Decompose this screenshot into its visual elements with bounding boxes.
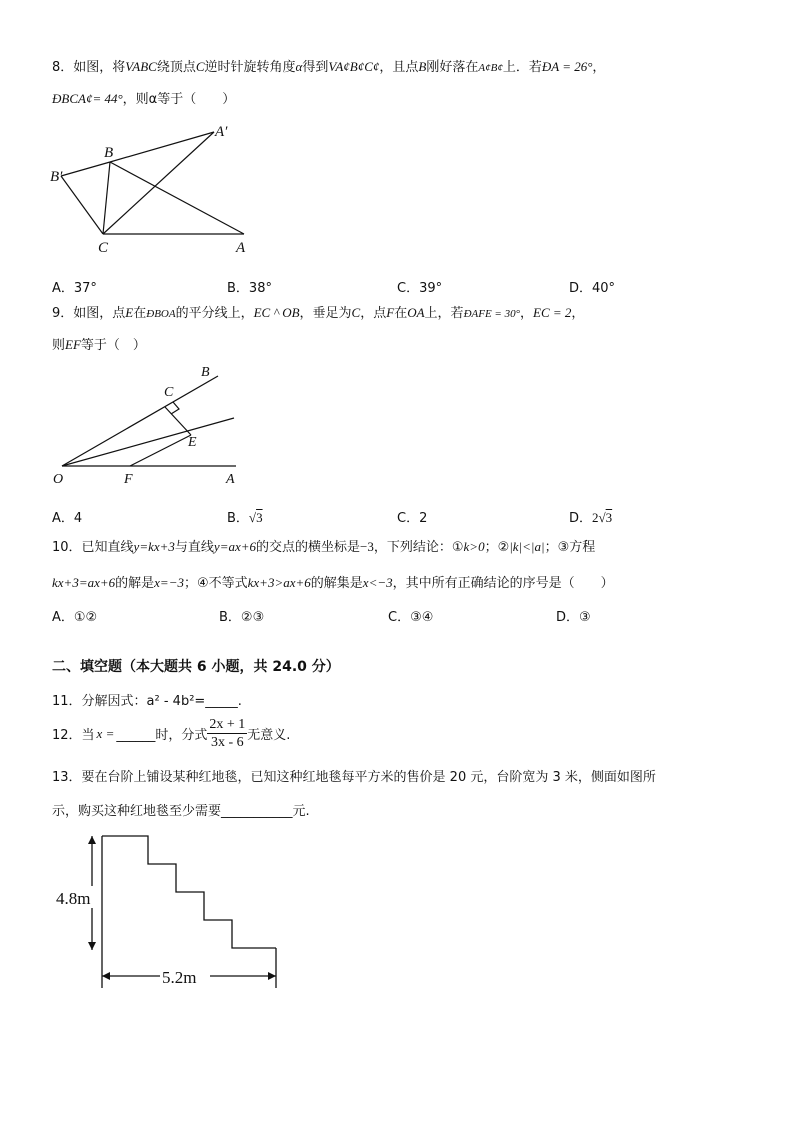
label-b: B bbox=[201, 365, 210, 380]
q11-text: 11．分解因式：a² - 4b²=_____. bbox=[52, 694, 242, 709]
q8-option-a[interactable] bbox=[52, 277, 97, 296]
arrow-left bbox=[102, 972, 110, 980]
math: VABC bbox=[125, 59, 157, 74]
text: 8．如图，将 bbox=[52, 60, 126, 75]
text: 的解是 bbox=[115, 576, 155, 591]
text: 在 bbox=[394, 306, 408, 321]
q12-line bbox=[52, 716, 290, 751]
arrow-down bbox=[88, 942, 96, 950]
math: A¢B¢ bbox=[478, 62, 503, 74]
math: ÐBCA¢= 44° bbox=[52, 91, 123, 106]
fraction bbox=[207, 716, 247, 751]
text: 10．已知直线 bbox=[52, 540, 134, 555]
segment-bprime-b bbox=[61, 162, 110, 176]
math: EC ^ OB bbox=[253, 305, 300, 320]
ray-ob bbox=[62, 376, 218, 466]
sqrt-symbol: √ bbox=[248, 510, 257, 525]
math: ÐBOA bbox=[146, 308, 176, 320]
label-e: E bbox=[188, 435, 197, 450]
math: OA bbox=[407, 305, 425, 320]
math: −3 bbox=[360, 539, 374, 554]
option-text: C．39° bbox=[397, 281, 443, 296]
math: x=−3 bbox=[154, 575, 184, 590]
q8-option-d[interactable] bbox=[569, 277, 615, 296]
q13-line2: 示，购买这种红地毯至少需要___________元. bbox=[52, 804, 310, 819]
math: E bbox=[125, 305, 134, 320]
segment-f-e bbox=[130, 435, 191, 466]
q8-line1 bbox=[52, 56, 605, 75]
option-text: D．③ bbox=[556, 610, 591, 625]
height-label: 4.8m bbox=[56, 889, 91, 908]
arrow-up bbox=[88, 836, 96, 844]
text: 的交点的横坐标是 bbox=[256, 540, 361, 555]
text: ，点 bbox=[360, 306, 387, 321]
q10-line2 bbox=[52, 572, 614, 591]
text: 逆时针旋转角度 bbox=[204, 60, 296, 75]
text: 无意义. bbox=[247, 728, 291, 743]
label-o: O bbox=[53, 472, 64, 487]
option-text: A．4 bbox=[52, 511, 83, 526]
q9-option-d[interactable] bbox=[569, 507, 612, 526]
q8-line2 bbox=[52, 88, 235, 107]
label-a: A bbox=[226, 472, 235, 487]
sqrt-symbol: √ bbox=[598, 510, 606, 525]
text: ；② bbox=[484, 540, 510, 555]
bisector-line bbox=[62, 418, 234, 466]
math: kx+3=ax+6 bbox=[52, 575, 116, 590]
math: k>0 bbox=[463, 539, 485, 554]
text: ；③方程 bbox=[544, 540, 596, 555]
math: VA¢B¢C¢ bbox=[328, 59, 380, 74]
text: ， bbox=[520, 306, 534, 321]
right-angle-marker bbox=[171, 402, 179, 414]
q9-option-b[interactable] bbox=[227, 507, 263, 526]
section-title: 二、填空题（本大题共 6 小题，共 24.0 分） bbox=[52, 659, 340, 675]
q10-option-d[interactable] bbox=[556, 606, 591, 625]
arrow-right bbox=[268, 972, 276, 980]
text: 上，若 bbox=[424, 306, 464, 321]
text: ，其中所有正确结论的序号是（ ） bbox=[392, 576, 614, 591]
numerator: 2x + 1 bbox=[209, 717, 246, 732]
option-text: B．38° bbox=[227, 281, 272, 296]
radicand: 3 bbox=[256, 510, 263, 525]
text: 与直线 bbox=[174, 540, 214, 555]
label-a-prime: A′ bbox=[215, 124, 228, 140]
text: 等于（ ） bbox=[80, 338, 146, 353]
option-text: D． bbox=[569, 511, 593, 526]
radicand: 3 bbox=[605, 510, 613, 525]
math: ÐAFE = 30° bbox=[463, 308, 520, 320]
q9-figure bbox=[48, 360, 248, 488]
segment-c-e bbox=[165, 407, 191, 435]
label-b-prime: B′ bbox=[50, 169, 63, 185]
q9-option-a[interactable] bbox=[52, 507, 82, 526]
math: C bbox=[351, 305, 361, 320]
q9-option-c[interactable] bbox=[397, 507, 427, 526]
math: α bbox=[295, 59, 303, 74]
q10-option-b[interactable] bbox=[219, 606, 264, 625]
math: F bbox=[386, 305, 395, 320]
q13-figure bbox=[50, 828, 290, 998]
width-label: 5.2m bbox=[162, 968, 197, 987]
segment-bprime-c bbox=[61, 176, 103, 234]
option-text: D．40° bbox=[569, 281, 616, 296]
text: ；④不等式 bbox=[183, 576, 248, 591]
text: 则 bbox=[52, 338, 66, 353]
text: 上．若 bbox=[502, 60, 542, 75]
option-text: C．2 bbox=[397, 511, 428, 526]
q8-option-b[interactable] bbox=[227, 277, 272, 296]
text: 9．如图，点 bbox=[52, 306, 126, 321]
text: ， bbox=[592, 60, 606, 75]
label-c: C bbox=[164, 385, 174, 400]
math: |k|<|a| bbox=[509, 539, 545, 554]
option-text: A．①② bbox=[52, 610, 98, 625]
text: 的解集是 bbox=[310, 576, 363, 591]
option-text: A．37° bbox=[52, 281, 97, 296]
segment-b-c bbox=[103, 162, 110, 234]
math: EC = 2 bbox=[533, 305, 572, 320]
q10-option-a[interactable] bbox=[52, 606, 97, 625]
math: y=ax+6 bbox=[213, 539, 257, 554]
text: ， bbox=[571, 306, 585, 321]
q9-line1 bbox=[52, 302, 584, 321]
q10-option-c[interactable] bbox=[388, 606, 433, 625]
label-c: C bbox=[98, 240, 109, 256]
q8-option-c[interactable] bbox=[397, 277, 442, 296]
math: EF bbox=[65, 337, 81, 352]
label-f: F bbox=[124, 472, 133, 487]
text: 绕顶点 bbox=[156, 60, 196, 75]
q10-line1 bbox=[52, 536, 595, 555]
q8-figure bbox=[48, 118, 268, 260]
math: y=kx+3 bbox=[133, 539, 175, 554]
text: ______时，分式 bbox=[116, 728, 208, 743]
math: x<−3 bbox=[362, 575, 393, 590]
text: 得到 bbox=[302, 60, 329, 75]
math: kx+3>ax+6 bbox=[247, 575, 311, 590]
text: 的平分线上， bbox=[175, 306, 254, 321]
option-text: C．③④ bbox=[388, 610, 434, 625]
math: ÐA = 26° bbox=[541, 59, 593, 74]
segment-b-a bbox=[110, 162, 244, 234]
math: x = bbox=[96, 725, 115, 741]
text: 12．当 bbox=[52, 728, 95, 743]
math: B bbox=[418, 59, 427, 74]
q9-line2 bbox=[52, 334, 146, 353]
text: ，则α等于（ ） bbox=[122, 92, 236, 107]
label-a: A bbox=[236, 240, 246, 256]
segment-c-aprime bbox=[103, 132, 214, 234]
denominator: 3x - 6 bbox=[210, 735, 244, 750]
math: C bbox=[195, 59, 205, 74]
text: 刚好落在 bbox=[426, 60, 479, 75]
coefficient: 2 bbox=[592, 510, 599, 525]
text: 在 bbox=[133, 306, 147, 321]
text: ，且点 bbox=[379, 60, 419, 75]
option-text: B． bbox=[227, 511, 249, 526]
q13-line1: 13．要在台阶上铺设某种红地毯，已知这种红地毯每平方米的售价是 20 元，台阶宽为 3 米，侧面如图所 bbox=[52, 770, 656, 785]
label-b: B bbox=[104, 145, 114, 161]
text: ，下列结论：① bbox=[373, 540, 464, 555]
stair-profile bbox=[102, 836, 276, 948]
text: ，垂足为 bbox=[299, 306, 352, 321]
option-text: B．②③ bbox=[219, 610, 265, 625]
